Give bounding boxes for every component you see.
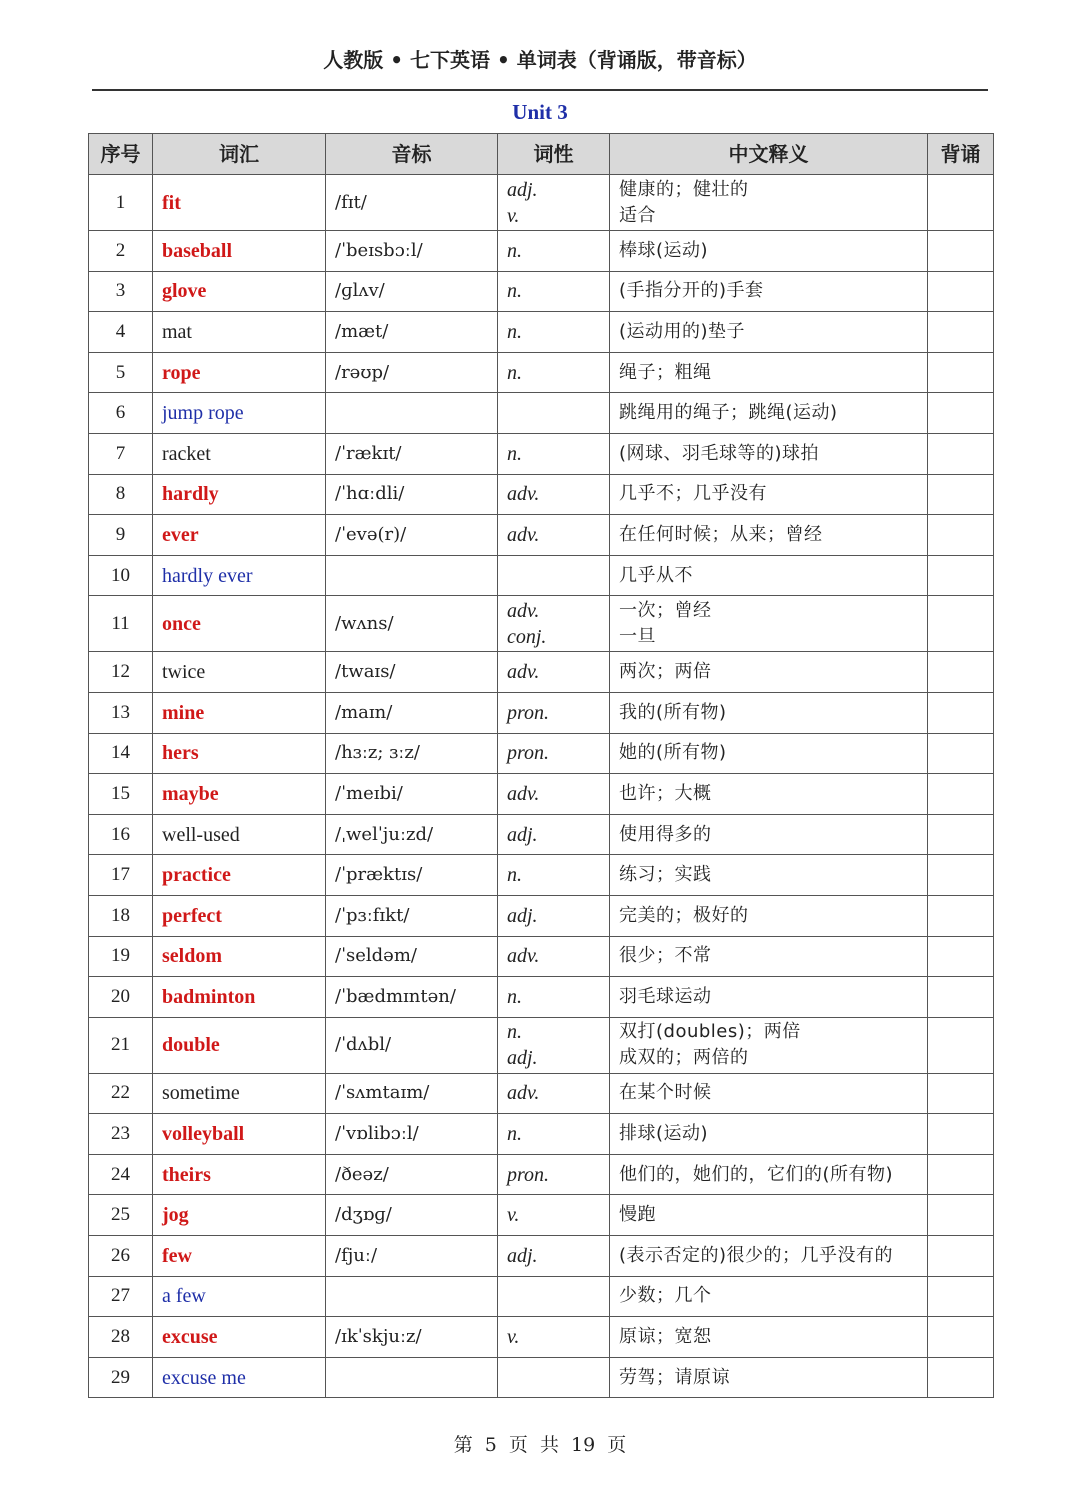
part-of-speech: [498, 1154, 610, 1195]
chinese-meaning: [610, 1276, 928, 1317]
chinese-meaning: [610, 774, 928, 815]
meaning-line: 在某个时候: [619, 1082, 712, 1104]
vocab-word: well-used: [153, 814, 326, 855]
table-row: [89, 1276, 994, 1317]
recite-cell: [928, 733, 994, 774]
vocab-word: twice: [153, 652, 326, 693]
phonetic: /ðeəz/: [326, 1154, 498, 1195]
phonetic: [326, 1276, 498, 1317]
part-of-speech: [498, 733, 610, 774]
row-number: 22: [89, 1073, 153, 1114]
row-number: 6: [89, 393, 153, 434]
phonetic: [326, 555, 498, 596]
phonetic: [326, 393, 498, 434]
vocab-word: fit: [153, 175, 326, 231]
table-row: [89, 1073, 994, 1114]
table-row: [89, 596, 994, 652]
table-row: [89, 1017, 994, 1073]
pos-line: adv.: [507, 483, 540, 506]
row-number: 23: [89, 1114, 153, 1155]
table-body: [89, 175, 994, 1398]
part-of-speech: [498, 555, 610, 596]
recite-cell: [928, 1154, 994, 1195]
row-number: 25: [89, 1195, 153, 1236]
phonetic: /fjuː/: [326, 1236, 498, 1277]
meaning-line: (表示否定的)很少的；几乎没有的: [619, 1244, 894, 1266]
part-of-speech: [498, 1017, 610, 1073]
recite-cell: [928, 855, 994, 896]
chinese-meaning: [610, 1017, 928, 1073]
vocab-word: hardly: [153, 474, 326, 515]
table-row: [89, 312, 994, 353]
phonetic: /ˈpɜːfɪkt/: [326, 895, 498, 936]
vocab-word: a few: [153, 1276, 326, 1317]
table-row: [89, 515, 994, 556]
phonetic: /ˈseldəm/: [326, 936, 498, 977]
vocab-word: theirs: [153, 1154, 326, 1195]
chinese-meaning: [610, 936, 928, 977]
table-row: [89, 895, 994, 936]
vocab-word: few: [153, 1236, 326, 1277]
table-row: [89, 936, 994, 977]
meaning-line: 健康的；健壮的: [619, 178, 749, 200]
column-header-recite: 背诵: [928, 134, 994, 175]
table-row: [89, 733, 994, 774]
part-of-speech: [498, 1357, 610, 1398]
chinese-meaning: [610, 352, 928, 393]
recite-cell: [928, 1073, 994, 1114]
pos-line: adj.: [507, 1047, 538, 1070]
page-title: 人教版 • 七下英语 • 单词表（背诵版，带音标）: [323, 48, 757, 72]
chinese-meaning: [610, 814, 928, 855]
vocab-word: rope: [153, 352, 326, 393]
chinese-meaning: [610, 474, 928, 515]
pos-line: n.: [507, 985, 522, 1008]
chinese-meaning: [610, 271, 928, 312]
phonetic: /ˈmeɪbi/: [326, 774, 498, 815]
part-of-speech: [498, 1317, 610, 1358]
recite-cell: [928, 1195, 994, 1236]
vocab-word: jog: [153, 1195, 326, 1236]
row-number: 17: [89, 855, 153, 896]
table-header-row: [89, 134, 994, 175]
row-number: 14: [89, 733, 153, 774]
pos-line: n.: [507, 320, 522, 343]
chinese-meaning: [610, 895, 928, 936]
recite-cell: [928, 1317, 994, 1358]
pos-line: pron.: [507, 701, 550, 724]
part-of-speech: [498, 515, 610, 556]
phonetic: /twaɪs/: [326, 652, 498, 693]
recite-cell: [928, 977, 994, 1018]
meaning-line: 适合: [619, 204, 656, 226]
meaning-line: 成双的；两倍的: [619, 1047, 749, 1069]
vocab-word: glove: [153, 271, 326, 312]
meaning-line: 完美的；极好的: [619, 904, 749, 926]
recite-cell: [928, 515, 994, 556]
table-row: [89, 474, 994, 515]
recite-cell: [928, 433, 994, 474]
table-row: [89, 855, 994, 896]
meaning-line: 跳绳用的绳子；跳绳(运动): [619, 402, 838, 424]
vocab-word: seldom: [153, 936, 326, 977]
recite-cell: [928, 1276, 994, 1317]
recite-cell: [928, 175, 994, 231]
chinese-meaning: [610, 596, 928, 652]
chinese-meaning: [610, 733, 928, 774]
chinese-meaning: [610, 515, 928, 556]
row-number: 1: [89, 175, 153, 231]
row-number: 28: [89, 1317, 153, 1358]
meaning-line: 少数；几个: [619, 1285, 712, 1307]
phonetic: /fɪt/: [326, 175, 498, 231]
meaning-line: 很少；不常: [619, 945, 712, 967]
pos-line: adj.: [507, 823, 538, 846]
chinese-meaning: [610, 555, 928, 596]
table-row: [89, 652, 994, 693]
chinese-meaning: [610, 1114, 928, 1155]
meaning-line: 绳子；粗绳: [619, 361, 712, 383]
pos-line: adv.: [507, 1082, 540, 1105]
meaning-line: 排球(运动): [619, 1123, 709, 1145]
chinese-meaning: [610, 312, 928, 353]
vocab-word: perfect: [153, 895, 326, 936]
part-of-speech: [498, 1276, 610, 1317]
meaning-line: (手指分开的)手套: [619, 280, 764, 302]
part-of-speech: [498, 855, 610, 896]
pos-line: adj.: [507, 1244, 538, 1267]
meaning-line: 也许；大概: [619, 782, 712, 804]
vocab-word: ever: [153, 515, 326, 556]
vocab-word: hers: [153, 733, 326, 774]
recite-cell: [928, 814, 994, 855]
recite-cell: [928, 774, 994, 815]
table-row: [89, 231, 994, 272]
row-number: 19: [89, 936, 153, 977]
pos-line: adj.: [507, 178, 538, 201]
phonetic: /ˈpræktɪs/: [326, 855, 498, 896]
phonetic: /mæt/: [326, 312, 498, 353]
meaning-line: 棒球(运动): [619, 239, 709, 261]
vocab-word: mat: [153, 312, 326, 353]
pos-line: n.: [507, 1123, 522, 1146]
pos-line: n.: [507, 1021, 522, 1044]
part-of-speech: [498, 895, 610, 936]
table-row: [89, 393, 994, 434]
row-number: 9: [89, 515, 153, 556]
row-number: 15: [89, 774, 153, 815]
vocabulary-table: [88, 133, 994, 1398]
vocab-word: badminton: [153, 977, 326, 1018]
recite-cell: [928, 352, 994, 393]
phonetic: /ˌwelˈjuːzd/: [326, 814, 498, 855]
recite-cell: [928, 895, 994, 936]
row-number: 16: [89, 814, 153, 855]
phonetic: /hɜːz; ɜːz/: [326, 733, 498, 774]
page-header: [92, 44, 988, 91]
column-header-phonetic: 音标: [326, 134, 498, 175]
vocab-word: racket: [153, 433, 326, 474]
recite-cell: [928, 1017, 994, 1073]
row-number: 10: [89, 555, 153, 596]
table-row: [89, 1154, 994, 1195]
row-number: 26: [89, 1236, 153, 1277]
table-row: [89, 555, 994, 596]
pos-line: n.: [507, 361, 522, 384]
recite-cell: [928, 474, 994, 515]
chinese-meaning: [610, 1317, 928, 1358]
phonetic: /ˈbeɪsbɔːl/: [326, 231, 498, 272]
vocab-word: sometime: [153, 1073, 326, 1114]
table-row: [89, 433, 994, 474]
table-row: [89, 814, 994, 855]
phonetic: /ˈsʌmtaɪm/: [326, 1073, 498, 1114]
table-row: [89, 692, 994, 733]
recite-cell: [928, 231, 994, 272]
phonetic: /ˈbædmɪntən/: [326, 977, 498, 1018]
row-number: 12: [89, 652, 153, 693]
meaning-line: (运动用的)垫子: [619, 320, 746, 342]
chinese-meaning: [610, 1154, 928, 1195]
pos-line: adv.: [507, 523, 540, 546]
table-row: [89, 1114, 994, 1155]
recite-cell: [928, 652, 994, 693]
row-number: 8: [89, 474, 153, 515]
phonetic: /ˈevə(r)/: [326, 515, 498, 556]
row-number: 5: [89, 352, 153, 393]
pos-line: v.: [507, 204, 520, 227]
column-header-meaning: 中文释义: [610, 134, 928, 175]
table-row: [89, 175, 994, 231]
vocab-word: mine: [153, 692, 326, 733]
meaning-line: (网球、羽毛球等的)球拍: [619, 442, 820, 464]
pos-line: adv.: [507, 782, 540, 805]
vocab-word: excuse: [153, 1317, 326, 1358]
chinese-meaning: [610, 1195, 928, 1236]
phonetic: /ˈdʌbl/: [326, 1017, 498, 1073]
vocab-word: excuse me: [153, 1357, 326, 1398]
recite-cell: [928, 936, 994, 977]
phonetic: /ˈhɑːdli/: [326, 474, 498, 515]
pos-line: conj.: [507, 625, 547, 648]
recite-cell: [928, 1357, 994, 1398]
part-of-speech: [498, 977, 610, 1018]
pos-line: n.: [507, 864, 522, 887]
row-number: 20: [89, 977, 153, 1018]
recite-cell: [928, 555, 994, 596]
chinese-meaning: [610, 433, 928, 474]
meaning-line: 原谅；宽恕: [619, 1326, 712, 1348]
pos-line: adv.: [507, 945, 540, 968]
meaning-line: 双打(doubles)；两倍: [619, 1021, 801, 1043]
table-row: [89, 271, 994, 312]
table-row: [89, 1195, 994, 1236]
part-of-speech: [498, 393, 610, 434]
meaning-line: 几乎从不: [619, 564, 693, 586]
phonetic: /ˈvɒlibɔːl/: [326, 1114, 498, 1155]
chinese-meaning: [610, 692, 928, 733]
recite-cell: [928, 1236, 994, 1277]
pos-line: pron.: [507, 1163, 550, 1186]
recite-cell: [928, 393, 994, 434]
table-row: [89, 1317, 994, 1358]
part-of-speech: [498, 1195, 610, 1236]
meaning-line: 使用得多的: [619, 823, 712, 845]
row-number: 2: [89, 231, 153, 272]
pos-line: pron.: [507, 742, 550, 765]
part-of-speech: [498, 652, 610, 693]
part-of-speech: [498, 692, 610, 733]
part-of-speech: [498, 936, 610, 977]
row-number: 13: [89, 692, 153, 733]
row-number: 7: [89, 433, 153, 474]
row-number: 4: [89, 312, 153, 353]
vocab-word: jump rope: [153, 393, 326, 434]
vocab-word: maybe: [153, 774, 326, 815]
phonetic: /ɡlʌv/: [326, 271, 498, 312]
part-of-speech: [498, 1236, 610, 1277]
meaning-line: 几乎不；几乎没有: [619, 483, 767, 505]
chinese-meaning: [610, 977, 928, 1018]
recite-cell: [928, 312, 994, 353]
column-header-part-of-speech: 词性: [498, 134, 610, 175]
pos-line: v.: [507, 1326, 520, 1349]
phonetic: /wʌns/: [326, 596, 498, 652]
meaning-line: 一次；曾经: [619, 599, 712, 621]
meaning-line: 练习；实践: [619, 864, 712, 886]
meaning-line: 慢跑: [619, 1204, 656, 1226]
chinese-meaning: [610, 1073, 928, 1114]
unit-title: Unit 3: [512, 100, 568, 124]
chinese-meaning: [610, 855, 928, 896]
part-of-speech: [498, 175, 610, 231]
chinese-meaning: [610, 231, 928, 272]
row-number: 21: [89, 1017, 153, 1073]
table-row: [89, 774, 994, 815]
phonetic: /ɪkˈskjuːz/: [326, 1317, 498, 1358]
row-number: 18: [89, 895, 153, 936]
vocab-word: once: [153, 596, 326, 652]
pos-line: n.: [507, 280, 522, 303]
vocab-word: volleyball: [153, 1114, 326, 1155]
vocab-word: double: [153, 1017, 326, 1073]
vocab-word: practice: [153, 855, 326, 896]
part-of-speech: [498, 596, 610, 652]
row-number: 11: [89, 596, 153, 652]
part-of-speech: [498, 433, 610, 474]
part-of-speech: [498, 231, 610, 272]
recite-cell: [928, 596, 994, 652]
part-of-speech: [498, 271, 610, 312]
vocab-word: baseball: [153, 231, 326, 272]
phonetic: [326, 1357, 498, 1398]
column-header-number: 序号: [89, 134, 153, 175]
pos-line: n.: [507, 442, 522, 465]
chinese-meaning: [610, 1236, 928, 1277]
meaning-line: 他们的，她们的，它们的(所有物): [619, 1163, 894, 1185]
chinese-meaning: [610, 175, 928, 231]
part-of-speech: [498, 814, 610, 855]
pos-line: adj.: [507, 904, 538, 927]
meaning-line: 两次；两倍: [619, 661, 712, 683]
phonetic: /ˈrækɪt/: [326, 433, 498, 474]
meaning-line: 劳驾；请原谅: [619, 1366, 730, 1388]
part-of-speech: [498, 774, 610, 815]
vocab-word: hardly ever: [153, 555, 326, 596]
row-number: 3: [89, 271, 153, 312]
part-of-speech: [498, 1073, 610, 1114]
recite-cell: [928, 692, 994, 733]
recite-cell: [928, 1114, 994, 1155]
chinese-meaning: [610, 1357, 928, 1398]
pos-line: adv.: [507, 599, 540, 622]
meaning-line: 羽毛球运动: [619, 985, 712, 1007]
recite-cell: [928, 271, 994, 312]
part-of-speech: [498, 312, 610, 353]
part-of-speech: [498, 352, 610, 393]
phonetic: /dʒɒɡ/: [326, 1195, 498, 1236]
meaning-line: 她的(所有物): [619, 742, 727, 764]
part-of-speech: [498, 1114, 610, 1155]
meaning-line: 一旦: [619, 625, 656, 647]
chinese-meaning: [610, 393, 928, 434]
row-number: 29: [89, 1357, 153, 1398]
pos-line: adv.: [507, 661, 540, 684]
page-number: 第 5 页 共 19 页: [453, 1434, 627, 1456]
column-header-word: 词汇: [153, 134, 326, 175]
chinese-meaning: [610, 652, 928, 693]
pos-line: v.: [507, 1204, 520, 1227]
table-row: [89, 977, 994, 1018]
meaning-line: 我的(所有物): [619, 701, 727, 723]
table-row: [89, 1357, 994, 1398]
meaning-line: 在任何时候；从来；曾经: [619, 523, 823, 545]
table-row: [89, 1236, 994, 1277]
part-of-speech: [498, 474, 610, 515]
table-row: [89, 352, 994, 393]
row-number: 24: [89, 1154, 153, 1195]
phonetic: /rəʊp/: [326, 352, 498, 393]
pos-line: n.: [507, 239, 522, 262]
row-number: 27: [89, 1276, 153, 1317]
phonetic: /maɪn/: [326, 692, 498, 733]
